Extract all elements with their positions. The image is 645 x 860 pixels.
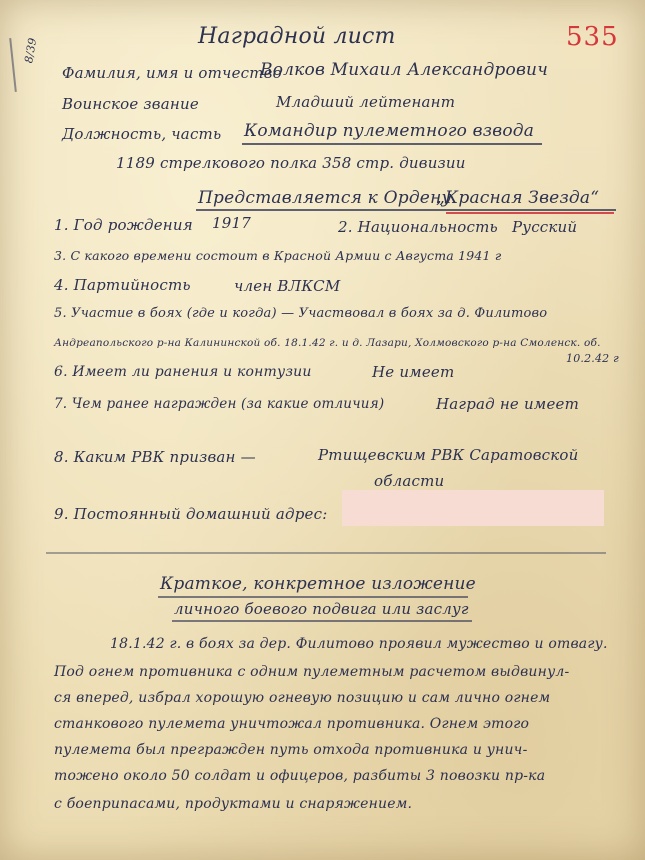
army-since: 3. С какого времени состоит в Красной Армии с Августа 1941 г: [54, 248, 502, 263]
archive-number: 535: [566, 22, 619, 52]
feat-line-1: 18.1.42 г. в боях за дер. Филитово проявил мужество и отвагу.: [110, 636, 608, 652]
rank-value: Младший лейтенант: [276, 93, 456, 111]
nomination-text: Представляется к Ордену: [198, 188, 452, 208]
birth-label: 1. Год рождения: [54, 216, 193, 234]
address-label: 9. Постоянный домашний адрес:: [54, 505, 328, 523]
feat-heading-1: Краткое, конкретное изложение: [160, 574, 476, 594]
section-divider: [46, 552, 606, 554]
rvk-label: 8. Каким РВК призван —: [54, 448, 256, 466]
name-label: Фамилия, имя и отчество: [62, 64, 282, 82]
battles-date-2: 10.2.42 г: [566, 352, 619, 365]
position-value: Командир пулеметного взвода: [244, 121, 535, 141]
awards-label: 7. Чем ранее награжден (за какие отличия): [54, 396, 385, 412]
feat-heading-2: личного боевого подвига или заслуг: [174, 600, 469, 618]
rank-label: Воинское звание: [62, 95, 199, 113]
feat-line-7: с боеприпасами, продуктами и снаряжением.: [54, 796, 413, 812]
birth-value: 1917: [212, 214, 251, 232]
battles-line-1: 5. Участие в боях (где и когда) — Участвовал в боях за д. Филитово: [54, 306, 548, 321]
party-value: член ВЛКСМ: [234, 277, 341, 295]
rvk-value: Ртищевским РВК Саратовской: [318, 446, 579, 464]
name-value: Волков Михаил Александрович: [260, 60, 548, 80]
feat-line-5: пулемета был прегражден путь отхода противника и унич-: [54, 742, 528, 758]
unit-line: 1189 стрелкового полка 358 стр. дивизии: [116, 154, 466, 172]
battles-line-2: Андреапольского р-на Калининской об. 18.1.42 г. и д. Лазари, Холмовского р-на Смоленск. об.: [54, 337, 601, 349]
wounds-value: Не имеет: [372, 363, 455, 381]
feat-line-6: тожено около 50 солдат и офицеров, разбиты 3 повозки пр-ка: [54, 768, 546, 784]
feat-heading-2-underline: [172, 620, 472, 622]
feat-heading-1-underline: [158, 596, 468, 598]
nationality-label: 2. Национальность: [338, 218, 498, 236]
party-label: 4. Партийность: [54, 276, 191, 294]
position-underline: [242, 143, 542, 145]
position-label: Должность, часть: [62, 125, 222, 143]
document-title: Наградной лист: [198, 24, 396, 49]
feat-line-3: ся вперед, избрал хорошую огневую позицию и сам лично огнем: [54, 690, 551, 706]
order-red-underline: [446, 212, 614, 214]
margin-note: 8/39: [22, 36, 40, 65]
feat-line-2: Под огнем противника с одним пулеметным расчетом выдвинул-: [54, 664, 570, 680]
margin-mark: [9, 38, 17, 92]
rvk-value-2: области: [374, 472, 445, 490]
feat-line-4: станкового пулемета уничтожал противника. Огнем этого: [54, 716, 530, 732]
redacted-address: [342, 490, 604, 526]
nationality-value: Русский: [512, 218, 578, 236]
nomination-underline: [196, 209, 616, 211]
order-name: „Красная Звезда“: [436, 188, 600, 208]
wounds-label: 6. Имеет ли ранения и контузии: [54, 364, 312, 380]
awards-value: Наград не имеет: [436, 395, 580, 413]
